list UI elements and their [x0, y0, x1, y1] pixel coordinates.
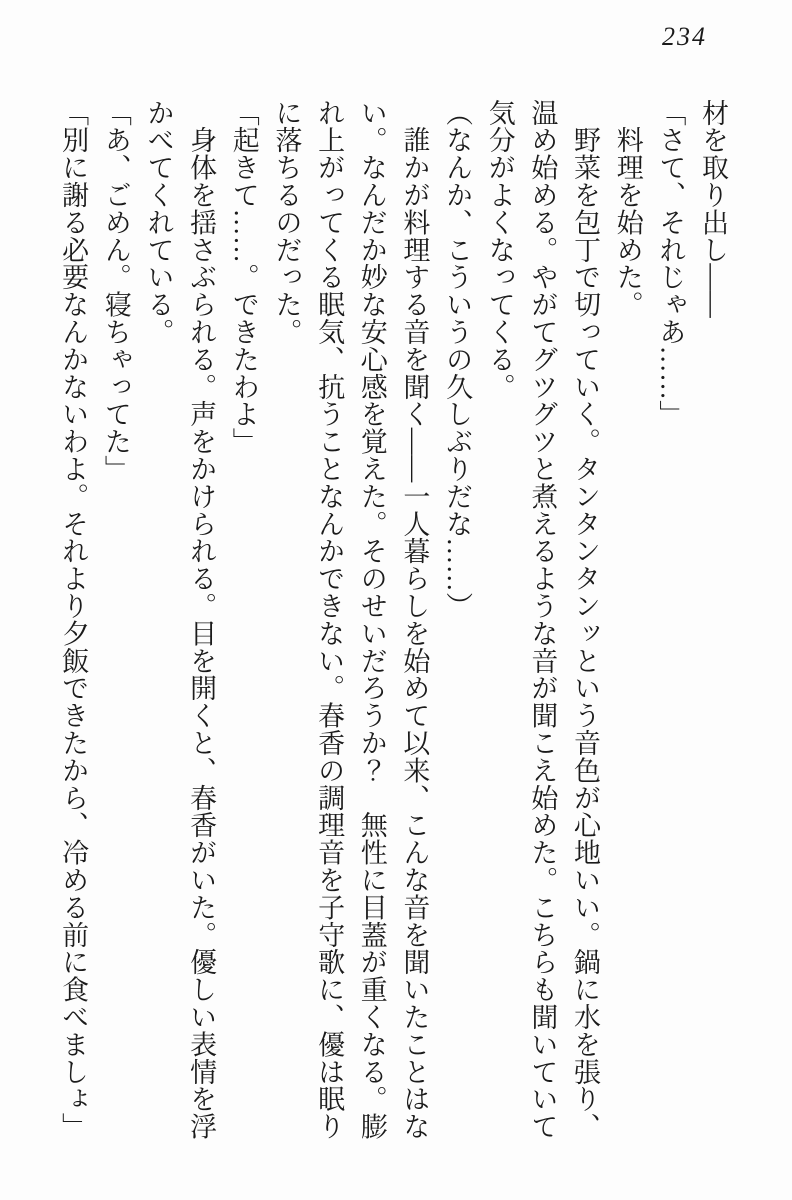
text-line: 誰かが料理する音を聞く――一人暮らしを始めて以来、こんな音を聞いたことはな [399, 99, 430, 1141]
text-line: 温め始める。やがてグツグツと煮えるような音が聞こえ始めた。こちらも聞いていて [527, 99, 558, 1141]
text-line: 気分がよくなってくる。 [484, 99, 515, 401]
text-line: 「起きて……。できたわよ」 [228, 99, 259, 456]
text-line: かべてくれている。 [143, 99, 174, 346]
text-line: 「あ、ごめん。寝ちゃってた」 [100, 99, 131, 483]
text-line: い。なんだか妙な安心感を覚えた。そのせいだろうか？ 無性に目蓋が重くなる。膨 [356, 99, 387, 1141]
text-line: （なんか、こういうの久しぶりだな……） [442, 99, 473, 620]
text-line: 材を取り出し―― [698, 99, 728, 319]
text-line: 「さて、それじゃあ……」 [655, 99, 686, 428]
text-line: 「別に謝る必要なんかないわよ。それより夕飯できたから、冷める前に食べましょ」 [58, 99, 89, 1141]
text-line: に落ちるのだった。 [271, 99, 302, 346]
page-number: 234 [662, 22, 707, 51]
text-line: 野菜を包丁で切っていく。タンタンタンッという音色が心地いい。鍋に水を張り、 [570, 99, 601, 1141]
text-line: 料理を始めた。 [612, 99, 643, 319]
body-text [52, 99, 735, 1145]
text-line: れ上がってくる眠気、抗うことなんかできない。春香の調理音を子守歌に、優は眠り [314, 99, 345, 1141]
text-line: 身体を揺さぶられる。声をかけられる。目を開くと、春香がいた。優しい表情を浮 [186, 99, 217, 1141]
